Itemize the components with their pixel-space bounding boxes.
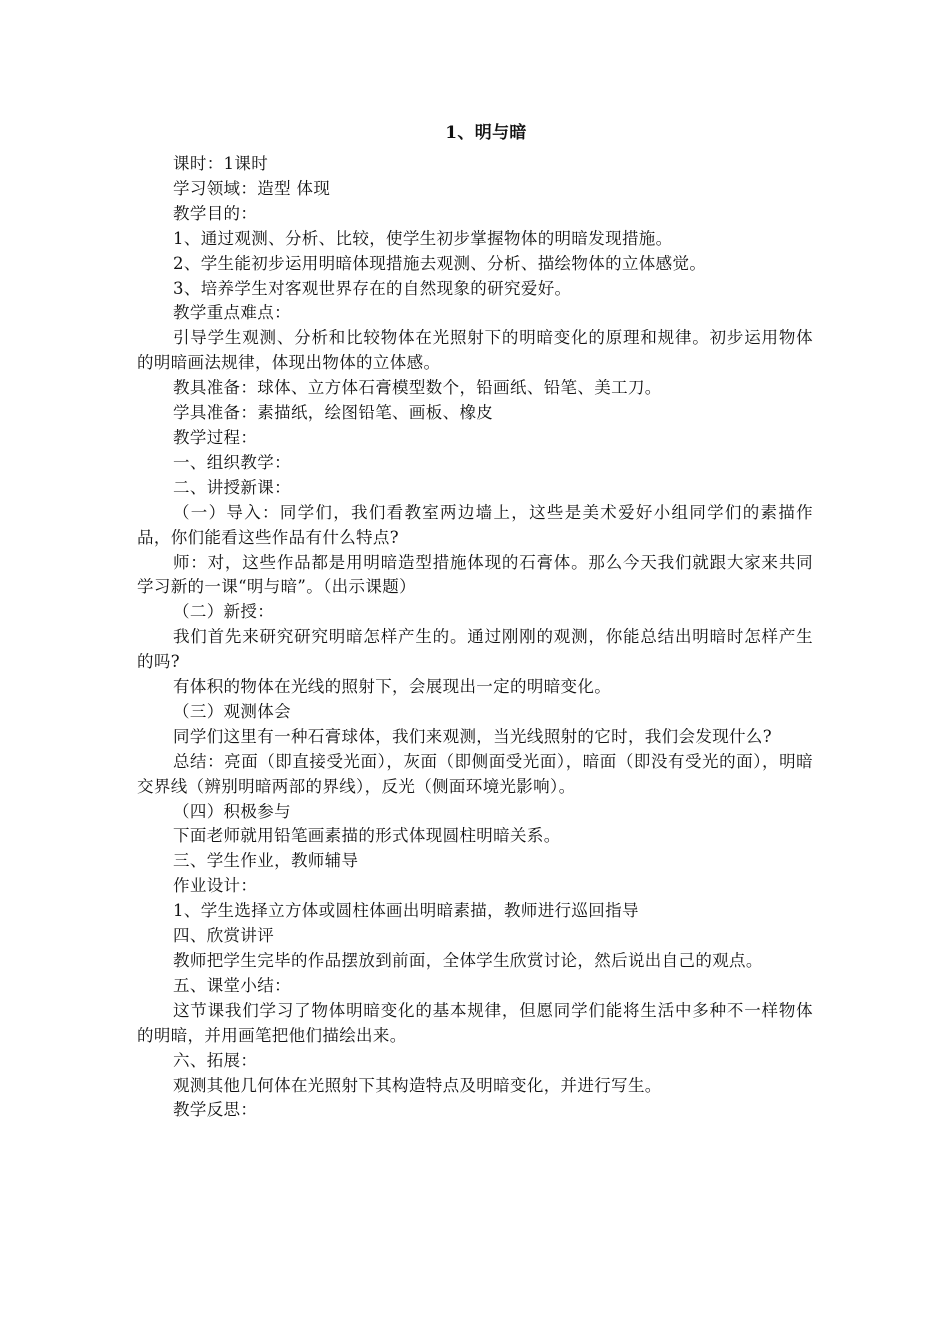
- document-title: 1、明与暗: [445, 123, 527, 143]
- paragraph-reflection-heading: 教学反思：: [173, 1100, 258, 1120]
- paragraph-demo: 下面老师就用铅笔画素描的形式体现圆柱明暗关系。: [173, 826, 561, 846]
- paragraph-section-2: 二、讲授新课：: [173, 477, 291, 497]
- paragraph-section-1: 一、组织教学：: [173, 452, 291, 472]
- paragraph-key-points-heading: 教学重点难点：: [173, 303, 291, 323]
- paragraph-section-4: 四、欣赏讲评: [173, 926, 275, 946]
- paragraph-extension: 观测其他几何体在光照射下其构造特点及明暗变化，并进行写生。: [173, 1075, 662, 1095]
- paragraph-new-lesson-heading: （二）新授：: [173, 602, 275, 622]
- document-body: [137, 152, 813, 1123]
- paragraph-section-6: 六、拓展：: [173, 1050, 258, 1070]
- paragraph-intro: （一）导入：同学们，我们看教室两边墙上，这些是美术爱好小组同学们的素描作品，你们能看这些作品有什么特点?: [137, 502, 813, 547]
- document-page: [137, 118, 813, 1123]
- paragraph-appreciation: 教师把学生完毕的作品摆放到前面，全体学生欣赏讨论，然后说出自己的观点。: [173, 951, 763, 970]
- paragraph-summary: 总结：亮面（即直接受光面），灰面（即侧面受光面），暗面（即没有受光的面），明暗交界线（辨别明暗两部的界线），反光（侧面环境光影响）。: [137, 751, 813, 796]
- paragraph-learning-area: 学习领域：造型 体现: [173, 178, 331, 198]
- paragraph-objective-2: 2、学生能初步运用明暗体现措施去观测、分析、描绘物体的立体感觉。: [173, 253, 707, 273]
- paragraph-objective-3: 3、培养学生对客观世界存在的自然现象的研究爱好。: [173, 278, 572, 298]
- paragraph-participate-heading: （四）积极参与: [173, 801, 291, 821]
- paragraph-volume: 有体积的物体在光线的照射下，会展现出一定的明暗变化。: [173, 677, 612, 697]
- paragraph-section-3: 三、学生作业，教师辅导: [173, 851, 359, 871]
- paragraph-lesson-summary: 这节课我们学习了物体明暗变化的基本规律，但愿同学们能将生活中多种不一样物体的明暗，并用画笔把他们描绘出来。: [137, 1000, 813, 1045]
- paragraph-teaching-aids: 教具准备：球体、立方体石膏模型数个，铅画纸、铅笔、美工刀。: [173, 378, 662, 398]
- paragraph-observe-heading: （三）观测体会: [173, 701, 291, 721]
- paragraph-class-hours: 课时：1课时: [173, 154, 269, 173]
- paragraph-objectives-heading: 教学目的：: [173, 203, 258, 223]
- paragraph-homework-heading: 作业设计：: [173, 876, 258, 896]
- paragraph-learning-aids: 学具准备：素描纸，绘图铅笔、画板、橡皮: [173, 403, 494, 423]
- paragraph-sphere: 同学们这里有一种石膏球体，我们来观测，当光线照射的它时，我们会发现什么?: [173, 726, 772, 746]
- paragraph-homework-1: 1、学生选择立方体或圆柱体画出明暗素描，教师进行巡回指导: [173, 901, 639, 921]
- paragraph-teacher: 师：对，这些作品都是用明暗造型措施体现的石膏体。那么今天我们就跟大家来共同学习新的一课“明与暗”。（出示课题）: [137, 552, 813, 597]
- paragraph-objective-1: 1、通过观测、分析、比较，使学生初步掌握物体的明暗发现措施。: [173, 228, 673, 248]
- paragraph-research: 我们首先来研究研究明暗怎样产生的。通过刚刚的观测，你能总结出明暗时怎样产生的吗?: [137, 627, 813, 672]
- paragraph-section-5: 五、课堂小结：: [173, 975, 291, 995]
- paragraph-key-points: 引导学生观测、分析和比较物体在光照射下的明暗变化的原理和规律。初步运用物体的明暗画法规律，体现出物体的立体感。: [137, 328, 813, 373]
- paragraph-process-heading: 教学过程：: [173, 427, 258, 447]
